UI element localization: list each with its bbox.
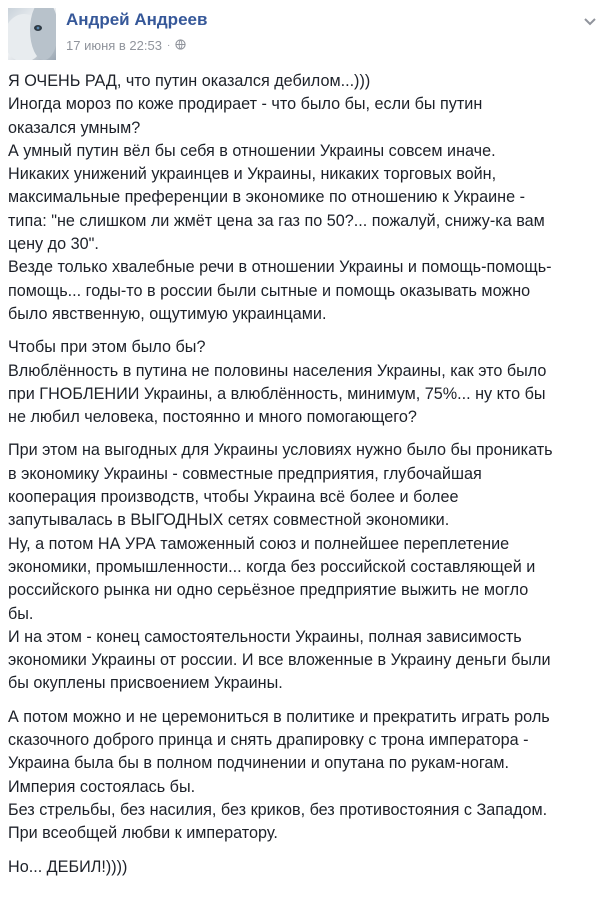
post-paragraph: При этом на выгодных для Украины условиях нужно было бы проникать в экономику Украины - совместные предприятия, глубочайшая кооперация производств, чтобы Украина всё более и более запутывалась в ВЫГОДНЫХ сетях совместной экономики. Ну, а потом НА УРА таможенный союз и полнейшее переплетение экономики, промышленности... когда без российской составляющей и российского рынка ни одно серьёзное предприятие выжить не могло бы. И на этом - конец самостоятельности Украины, полная зависимость экономики Украины от россии. И все вложенные в Украину деньги были бы окуплены присвоением Украины. (8, 441, 553, 693)
post-meta (66, 38, 186, 53)
post-body (8, 70, 603, 889)
meta-separator: · (166, 40, 171, 51)
globe-icon[interactable] (175, 38, 186, 53)
chevron-down-icon[interactable] (581, 12, 599, 30)
author-name[interactable]: Андрей Андреев (66, 10, 208, 29)
post-paragraph: Но... ДЕБИЛ!)))) (8, 857, 128, 876)
post-header (0, 0, 611, 68)
post-timestamp[interactable]: 17 июня в 22:53 (66, 38, 162, 53)
post-paragraph: А потом можно и не церемониться в политике и прекратить играть роль сказочного доброго принца и снять драпировку с трона императора - Украина была бы в полном подчинении и опутана по рукам-ногам. Империя состоялась бы. Без стрельбы, без насилия, без криков, без противостояния с Западом. При всеобщей любви к императору. (8, 707, 550, 843)
post-paragraph: Я ОЧЕНЬ РАД, что путин оказался дебилом...))) Иногда мороз по коже продирает - что было бы, если бы путин оказался умным? А умный путин вёл бы себя в отношении Украины совсем иначе. Никаких унижений украинцев и Украины, никаких торговых войн, максимальные преференции в экономике по отношению к Украине - типа: "не слишком ли жмёт цена за газ по 50?... пожалуй, снижу-ка вам цену до 30". Везде только хвалебные речи в отношении Украины и помощь-помощь- помощь... годы-то в россии были сытные и помощь оказывать можно было явственную, ощутимую украинцами. (8, 72, 552, 323)
post-paragraph: Чтобы при этом было бы? Влюблённость в путина не половины населения Украины, как это было при ГНОБЛЕНИИ Украины, а влюблённость, минимум, 75%... ну кто бы не любил человека, постоянно и много помогающего? (8, 338, 547, 427)
avatar[interactable] (8, 8, 56, 60)
